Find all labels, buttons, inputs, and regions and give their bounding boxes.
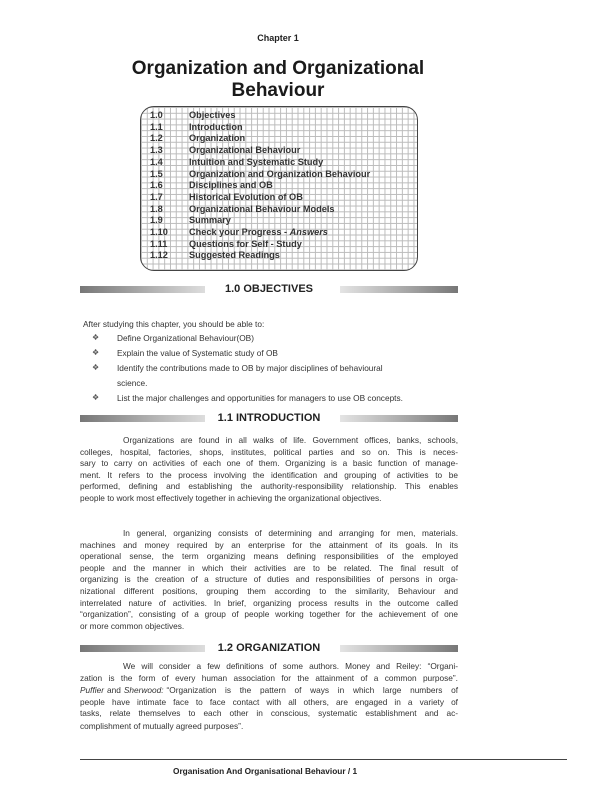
- objective-item-cont: science.: [117, 378, 148, 388]
- toc-number: 1.11: [150, 238, 168, 249]
- toc-item: [150, 145, 300, 156]
- toc-item: [150, 192, 303, 203]
- text-line: sary to carry on activities of each one of them. Organizing is a basic function of manage-: [80, 458, 458, 469]
- text-line: In general, organizing consists of determining and arranging for men, materials.: [123, 528, 458, 538]
- toc-item: [150, 157, 323, 168]
- toc-item: [150, 169, 370, 180]
- bullet-icon: ❖: [92, 363, 100, 372]
- author-name: Puffier: [80, 685, 104, 695]
- toc-item: [150, 250, 280, 261]
- chapter-title-line2: Behaviour: [231, 80, 325, 101]
- toc-number: 1.5: [150, 168, 163, 179]
- text-line: Organizations are found in all walks of life. Government offices, banks, schools,: [123, 435, 458, 445]
- toc-label: Suggested Readings: [189, 250, 280, 261]
- objectives-intro: After studying this chapter, you should be able to:: [83, 319, 265, 329]
- toc-number: 1.4: [150, 156, 163, 167]
- bullet-icon: ❖: [92, 393, 100, 402]
- text-line: nizational different positions, grouping them according to the similarity, Behaviour and: [80, 586, 458, 596]
- toc-label: Introduction: [189, 121, 243, 132]
- toc-number: 1.0: [150, 110, 163, 120]
- page-footer: Organisation And Organisational Behaviour / 1: [173, 766, 358, 776]
- section-heading-organization: 1.2 ORGANIZATION: [217, 642, 321, 654]
- toc-number: 1.10: [150, 227, 168, 237]
- toc-number: 1.9: [150, 215, 163, 226]
- author-name: Sherwood:: [123, 685, 164, 695]
- text: and: [106, 685, 121, 695]
- section-heading-introduction: 1.1 INTRODUCTION: [217, 412, 321, 424]
- objective-item: List the major challenges and opportunities for managers to use OB concepts.: [117, 393, 403, 403]
- toc-item: [150, 110, 235, 121]
- text-line: performed, defining and establishing the authority-responsibility relationship. This enables: [80, 481, 458, 492]
- objective-item: Define Organizational Behaviour(OB): [117, 333, 254, 343]
- toc-label: Check your Progress -: [189, 227, 290, 237]
- text: “Organization is the pattern of ways in which large numbers of: [166, 685, 458, 695]
- chapter-label: Chapter 1: [257, 33, 299, 43]
- toc-item: [150, 133, 245, 144]
- toc-number: 1.6: [150, 180, 163, 191]
- toc-number: 1.12: [150, 250, 168, 261]
- table-of-contents: [140, 106, 418, 271]
- toc-item: [150, 180, 273, 191]
- toc-label: Questions for Self - Study: [189, 238, 302, 249]
- text-line: “organization”, consisting of a group of people working together for the achievement of one: [80, 609, 458, 620]
- chapter-title: Organization and Organizational: [131, 58, 425, 79]
- text-line: complishment of mutually agreed purposes”.: [80, 721, 244, 731]
- toc-label: Organization and Organization Behaviour: [189, 168, 371, 179]
- text-line: ment. It refers to the process involving the identification and grouping of activities to be: [80, 469, 458, 480]
- toc-item: [150, 122, 243, 133]
- bullet-icon: ❖: [92, 333, 100, 342]
- toc-label: Intuition and Systematic Study: [189, 156, 324, 167]
- toc-item: [150, 215, 231, 226]
- text-line: operational sense, the term organizing means defining responsibilities of the employed: [80, 551, 458, 562]
- toc-number: 1.3: [150, 145, 163, 156]
- toc-item: [150, 239, 302, 250]
- toc-label: Organization: [189, 133, 246, 144]
- text-line: machines and money required by an enterprise for the attainment of its goals. In its: [80, 539, 458, 550]
- toc-label-italic: Answers: [289, 227, 328, 237]
- text-line: people to work most effectively together in achieving the organizational objectives.: [80, 493, 382, 503]
- toc-label: Summary: [189, 215, 231, 226]
- bullet-icon: ❖: [92, 348, 100, 357]
- text-line: organizing is the creation of a structure of duties and responsibilities of persons in orga-: [80, 574, 458, 585]
- toc-number: 1.8: [150, 203, 163, 214]
- toc-label: Organizational Behaviour Models: [189, 203, 335, 214]
- toc-number: 1.2: [150, 133, 163, 144]
- toc-label: Objectives: [189, 110, 236, 120]
- toc-item: [150, 204, 335, 215]
- text-line: people have intimate face to face contact with all others, are engaged in a variety of: [80, 697, 458, 707]
- text-line: [80, 685, 458, 696]
- text-line: We will consider a few definitions of some authors. Money and Reiley: “Organi-: [123, 661, 458, 671]
- toc-label: Historical Evolution of OB: [189, 191, 303, 202]
- objective-item: Identify the contributions made to OB by major disciplines of behavioural: [117, 363, 383, 373]
- text-line: people and the manner in which their activities are to be related. The final result of: [80, 562, 458, 573]
- footer-rule: [80, 759, 567, 760]
- toc-number: 1.1: [150, 121, 163, 132]
- toc-number: 1.7: [150, 191, 163, 202]
- objective-item: Explain the value of Systematic study of OB: [117, 348, 278, 358]
- toc-label: Disciplines and OB: [189, 180, 273, 191]
- toc-label: Organizational Behaviour: [189, 145, 301, 156]
- toc-item: [150, 227, 328, 238]
- text-line: or more common objectives.: [80, 620, 185, 631]
- text-line: interrelated nature of activities. In brief, organizing process results in the outcome called: [80, 597, 458, 608]
- text-line: colleges, hospital, factories, shops, institutes, political parties and so on. This is neces-: [80, 446, 458, 457]
- text-line: zation is the form of every human association for the attainment of a common purpose”.: [80, 673, 458, 683]
- section-heading-objectives: 1.0 OBJECTIVES: [224, 283, 314, 295]
- text-line: tasks, relate themselves to each other in conscious, systematic establishment and ac-: [80, 708, 458, 718]
